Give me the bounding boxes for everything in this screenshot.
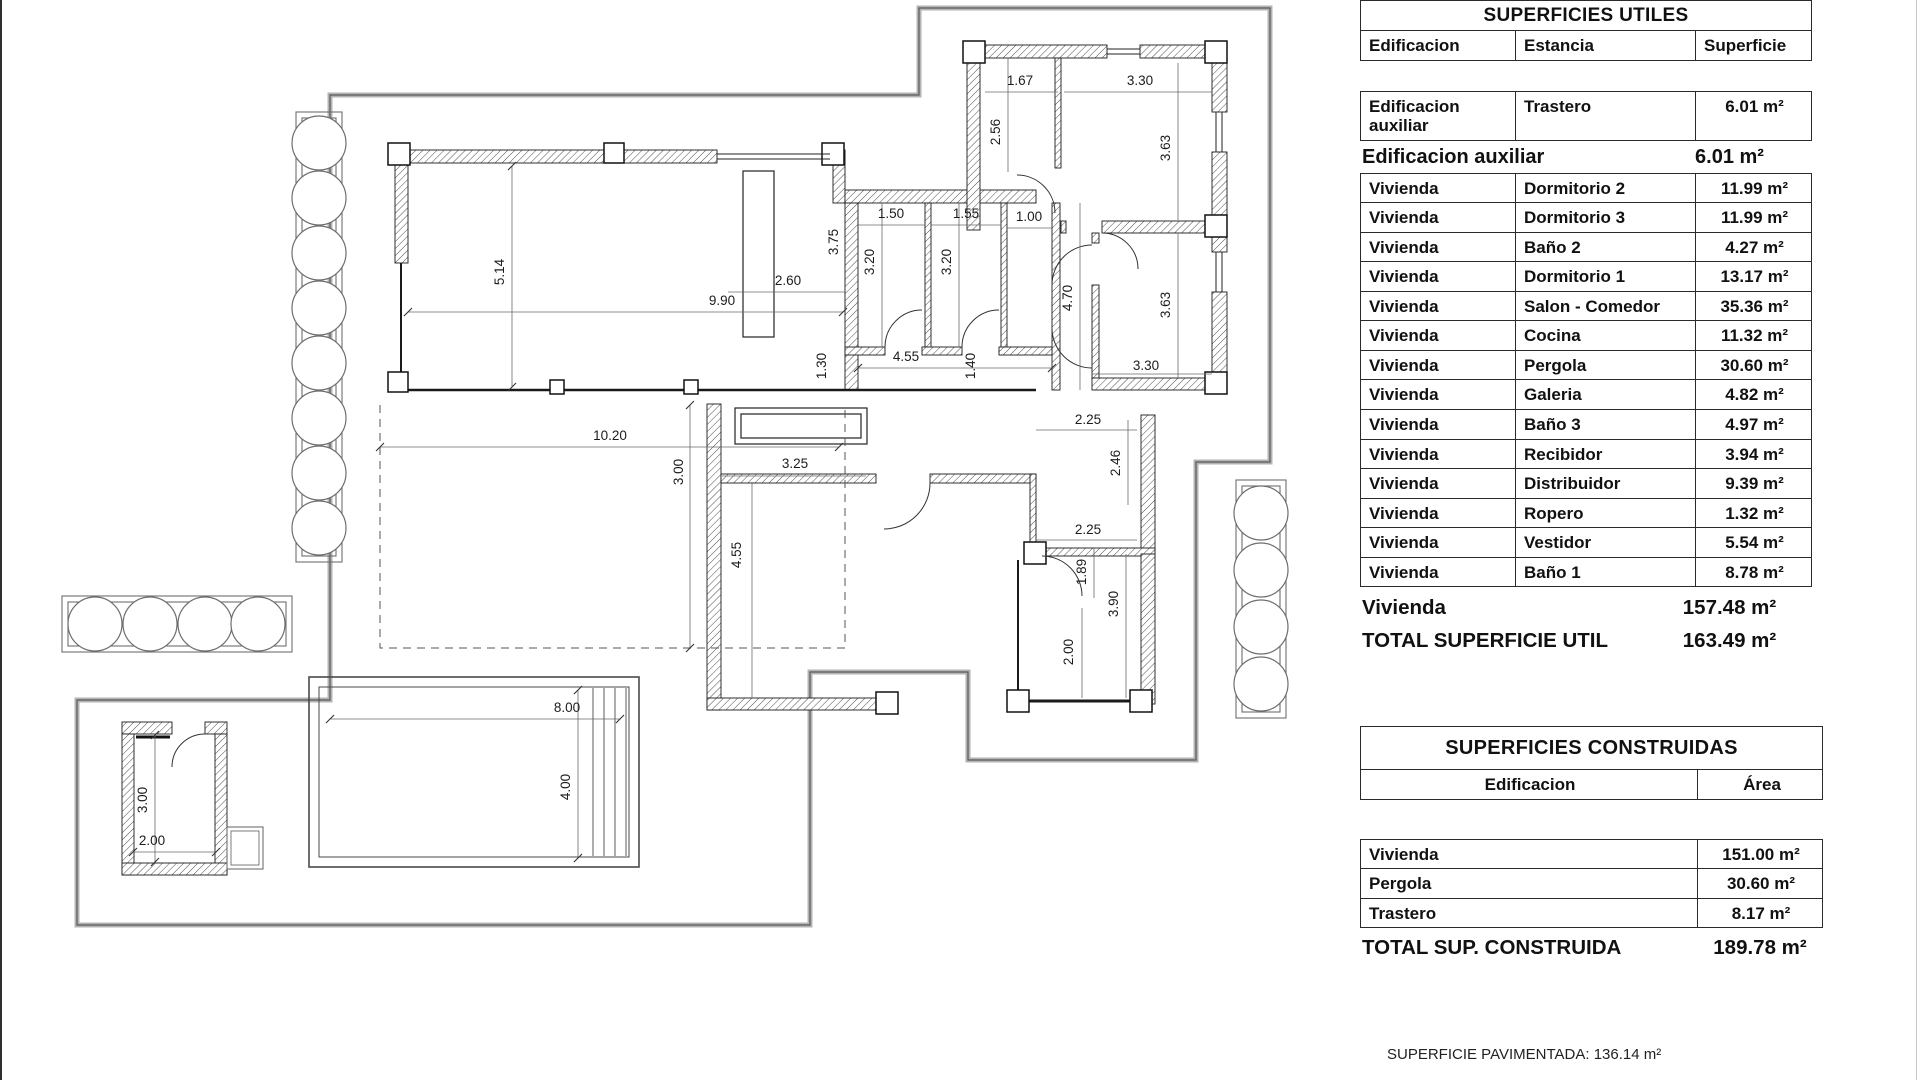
total-util-row: [1360, 622, 1812, 653]
table-cell-superficie: 30.60 m²: [1720, 355, 1789, 375]
table-cell-estancia: Dormitorio 2: [1516, 174, 1696, 203]
page-right-border: [1916, 0, 1917, 1080]
aux-edificacion: Edificacion auxiliar: [1361, 92, 1516, 140]
table-row: [1361, 527, 1811, 557]
utiles-column-headers: [1361, 31, 1811, 60]
table-cell-estancia: Ropero: [1516, 499, 1696, 528]
dimension-label: 2.25: [1074, 412, 1102, 427]
table-cell-superficie: 4.27 m²: [1725, 237, 1784, 257]
total-construida-row: [1360, 928, 1823, 960]
table-cell-superficie: 5.54 m²: [1725, 533, 1784, 553]
construidas-col-area: Área: [1743, 775, 1781, 794]
table-cell-edificacion: Vivienda: [1361, 558, 1516, 587]
trees-left: [292, 116, 346, 555]
dimension-label: 4.55: [729, 541, 744, 569]
vivienda-summary-label: Vivienda: [1362, 596, 1446, 620]
columns: [388, 41, 1227, 714]
dimension-label: 1.50: [877, 206, 905, 221]
dimension-label: 2.00: [1061, 638, 1076, 666]
dimension-label: 2.56: [988, 118, 1003, 146]
dimension-label: 3.20: [862, 248, 877, 276]
table-row: [1361, 840, 1822, 869]
table-cell-superficie: 4.82 m²: [1725, 385, 1784, 405]
table-cell-edificacion: Vivienda: [1361, 321, 1516, 350]
aux-estancia: Trastero: [1516, 92, 1696, 140]
dimension-label: 3.00: [671, 458, 686, 486]
dimension-label: 2.60: [774, 273, 802, 288]
total-util-label: TOTAL SUPERFICIE UTIL: [1362, 629, 1609, 653]
table-row: [1361, 350, 1811, 380]
table-cell-superficie: 4.97 m²: [1725, 415, 1784, 435]
utiles-col-estancia: Estancia: [1516, 31, 1696, 60]
table-row: [1361, 291, 1811, 321]
table-row: [1361, 320, 1811, 350]
dimension-label: 4.55: [892, 349, 920, 364]
table-cell-estancia: Recibidor: [1516, 440, 1696, 469]
table-cell-edificacion: Vivienda: [1361, 174, 1516, 203]
table-row: [1361, 92, 1811, 140]
total-construida-label: TOTAL SUP. CONSTRUIDA: [1362, 936, 1622, 960]
construidas-column-headers: [1361, 770, 1822, 799]
table-row: [1361, 557, 1811, 587]
utiles-col-edificacion: Edificacion: [1361, 31, 1516, 60]
dimension-label: 1.67: [1006, 73, 1034, 88]
table-row: [1361, 439, 1811, 469]
table-row: [1361, 202, 1811, 232]
table-cell-superficie: 8.78 m²: [1725, 562, 1784, 582]
dimension-label: 3.00: [135, 786, 150, 814]
dimension-label: 3.20: [939, 248, 954, 276]
paved-surface-note: SUPERFICIE PAVIMENTADA: 136.14 m²: [1387, 1046, 1662, 1063]
dimension-label: 8.00: [553, 700, 581, 715]
dimension-label: 3.25: [781, 456, 809, 471]
dimension-label: 2.00: [138, 833, 166, 848]
dimension-label: 3.63: [1158, 291, 1173, 319]
table-cell-superficie: 1.32 m²: [1725, 503, 1784, 523]
table-cell-edificacion: Pergola: [1361, 869, 1698, 898]
table-row: [1361, 379, 1811, 409]
table-cell-superficie: 11.99 m²: [1720, 208, 1789, 228]
dimension-label: 1.55: [952, 206, 980, 221]
dimension-label: 4.70: [1060, 284, 1075, 312]
table-cell-superficie: 35.36 m²: [1720, 296, 1789, 316]
table-cell-edificacion: Vivienda: [1361, 380, 1516, 409]
dimension-label: 2.25: [1074, 522, 1102, 537]
table-row: [1361, 868, 1822, 898]
dimension-label: 1.40: [963, 352, 978, 380]
dimension-label: 3.30: [1132, 358, 1160, 373]
pool: [309, 677, 639, 867]
table-cell-edificacion: Vivienda: [1361, 351, 1516, 380]
table-cell-area: 151.00 m²: [1722, 844, 1800, 864]
table-cell-area: 30.60 m²: [1726, 874, 1796, 894]
table-cell-edificacion: Vivienda: [1361, 292, 1516, 321]
table-superficies-utiles: [1360, 0, 1812, 653]
table-row: [1361, 232, 1811, 262]
table-cell-superficie: 9.39 m²: [1725, 474, 1784, 494]
table-cell-superficie: 13.17 m²: [1720, 267, 1789, 287]
construidas-title: SUPERFICIES CONSTRUIDAS: [1361, 727, 1822, 770]
dimension-labels: [135, 73, 1173, 848]
table-cell-estancia: Galeria: [1516, 380, 1696, 409]
dimension-label: 4.00: [558, 773, 573, 801]
table-row: [1361, 174, 1811, 203]
table-cell-estancia: Salon - Comedor: [1516, 292, 1696, 321]
utiles-title: SUPERFICIES UTILES: [1361, 1, 1811, 31]
vivienda-summary-row: [1360, 587, 1812, 622]
table-cell-estancia: Cocina: [1516, 321, 1696, 350]
table-cell-edificacion: Vivienda: [1361, 262, 1516, 291]
dimension-label: 5.14: [492, 258, 507, 286]
dimension-label: 1.30: [814, 352, 829, 380]
table-cell-edificacion: Vivienda: [1361, 499, 1516, 528]
total-util-value: 163.49 m²: [1682, 629, 1777, 653]
dimension-label: 1.89: [1074, 558, 1089, 586]
table-cell-estancia: Baño 2: [1516, 233, 1696, 262]
house-walls: [395, 45, 1227, 710]
vivienda-summary-value: 157.48 m²: [1682, 596, 1777, 620]
table-cell-superficie: 11.32 m²: [1720, 326, 1789, 346]
table-row: [1361, 468, 1811, 498]
trees-bottom-left: [68, 597, 285, 651]
table-cell-estancia: Dormitorio 3: [1516, 203, 1696, 232]
table-cell-estancia: Vestidor: [1516, 528, 1696, 557]
table-cell-estancia: Baño 3: [1516, 410, 1696, 439]
table-row: [1361, 261, 1811, 291]
utiles-aux-box: [1360, 91, 1812, 141]
table-cell-area: 8.17 m²: [1731, 903, 1791, 923]
dimension-ticks: [129, 162, 1056, 866]
total-construida-value: 189.78 m²: [1713, 936, 1807, 960]
table-cell-estancia: Pergola: [1516, 351, 1696, 380]
dimension-label: 3.30: [1126, 73, 1154, 88]
table-row: [1361, 498, 1811, 528]
table-cell-edificacion: Vivienda: [1361, 203, 1516, 232]
aux-summary-row: [1360, 141, 1812, 173]
utiles-col-superficie: Superficie: [1704, 36, 1787, 55]
table-cell-estancia: Distribuidor: [1516, 469, 1696, 498]
aux-superficie: 6.01 m²: [1725, 96, 1784, 116]
aux-summary-label: Edificacion auxiliar: [1362, 145, 1545, 168]
construidas-rows-box: [1360, 839, 1823, 929]
table-cell-edificacion: Vivienda: [1361, 233, 1516, 262]
dimension-label: 3.75: [826, 228, 841, 256]
dimension-label: 10.20: [593, 428, 627, 443]
construidas-header-box: [1360, 726, 1823, 800]
table-superficies-construidas: [1360, 726, 1823, 960]
table-row: [1361, 409, 1811, 439]
utiles-header-box: [1360, 0, 1812, 61]
table-cell-superficie: 11.99 m²: [1720, 178, 1789, 198]
dimension-label: 9.90: [708, 293, 736, 308]
table-row: [1361, 898, 1822, 928]
table-cell-edificacion: Vivienda: [1361, 469, 1516, 498]
table-cell-estancia: Baño 1: [1516, 558, 1696, 587]
aux-summary-value: 6.01 m²: [1695, 145, 1764, 168]
table-cell-estancia: Dormitorio 1: [1516, 262, 1696, 291]
table-cell-edificacion: Vivienda: [1361, 528, 1516, 557]
table-cell-edificacion: Vivienda: [1361, 840, 1698, 869]
table-cell-edificacion: Trastero: [1361, 899, 1698, 928]
dimension-label: 2.46: [1108, 449, 1123, 477]
dimension-label: 3.90: [1106, 590, 1121, 618]
table-cell-edificacion: Vivienda: [1361, 410, 1516, 439]
construidas-col-edificacion: Edificacion: [1361, 770, 1698, 799]
table-cell-superficie: 3.94 m²: [1725, 444, 1784, 464]
dimension-label: 1.00: [1015, 209, 1043, 224]
utiles-rows-box: [1360, 173, 1812, 588]
dimension-label: 3.63: [1158, 134, 1173, 162]
table-cell-edificacion: Vivienda: [1361, 440, 1516, 469]
